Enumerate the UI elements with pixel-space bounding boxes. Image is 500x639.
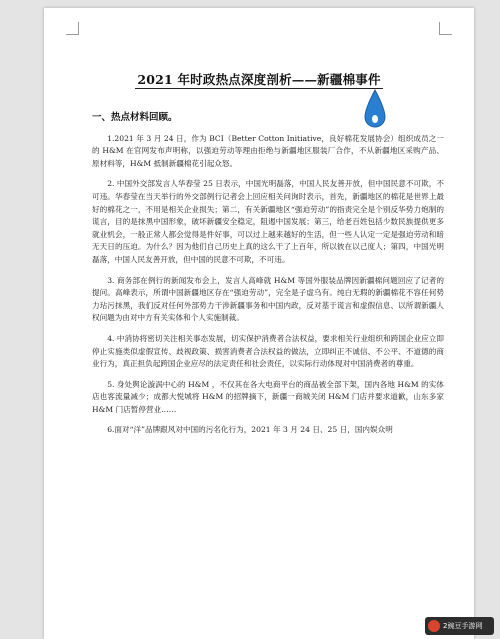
document-body — [92, 112, 444, 445]
watermark-text: 2豌豆手游网 — [443, 622, 483, 630]
paragraph-4: 4. 中消协将密切关注相关事态发展，切实保护消费者合法权益，要求相关行业组织和跨国企业应立即停止实施类似虚假宣传、歧视政策、损害消费者合法权益的做法，立即纠正不诚信、不公平、不道德的商业行为，真正担负起跨国企业应尽的法定责任和社会责任，以实际行动体现对中国消费者的尊重。 — [92, 333, 444, 369]
paragraph-1: 1.2021 年 3 月 24 日，作为 BCI（Better Cotton Initiative，良好棉花发展协会）组织成员之一的 H&M 在官网发布声明称，以强迫劳动等理由拒绝与新疆地区服装厂合作，不从新疆地区采购产品、原材料等，H&M 抵制新疆棉花引起众怒。 — [92, 133, 444, 168]
site-logo-icon — [428, 620, 440, 632]
document-page — [44, 8, 474, 639]
paragraph-3: 3. 商务部在例行的新闻发布会上，发言人高峰就 H&M 等国外服装品牌因新疆棉问题回应了记者的提问。高峰表示，所谓中国新疆地区存在“强迫劳动”，完全是子虚乌有。纯白无瑕的新疆棉花不容任何势力玷污抹黑，我们反对任何外部势力干涉新疆事务和中国内政，反对基于谎言和虚假信息、以所谓新疆人权问题为由对中方有关实体和个人实施制裁。 — [92, 275, 444, 323]
watermark-badge — [425, 617, 494, 635]
crop-mark-top-right — [439, 22, 452, 35]
paragraph-2: 2. 中国外交部发言人华春莹 25 日表示，中国光明磊落，中国人民友善开放，但中国民意不可欺，不可违。华春莹在当天举行的外交部例行记者会上回应相关问询时表示，首先，新疆地区的棉花是世界上最好的棉花之一，不用是相关企业损失；第二，有关新疆地区“强迫劳动”的指责完全是个别反华势力炮制的谎言，目的是抹黑中国形象，破坏新疆安全稳定，阻遏中国发展；第三，给老百姓包括少数民族提供更多就业机会，一般正常人都会觉得是件好事，可以过上越来越好的生活，但一些人认定一定是强迫劳动和暗无天日的压迫。为什么？因为他们自己历史上真的这么干了上百年，所以彼在以己度人；第四，中国光明磊落，中国人民友善开放，但中国的民意不可欺，不可违。 — [92, 179, 444, 264]
document-title — [44, 70, 474, 88]
section-heading: 一、热点材料回顾。 — [92, 112, 178, 123]
paragraph-5: 5. 身处舆论漩涡中心的 H&M ，不仅其在各大电商平台的商品被全部下架，国内各地 H&M 的实体店也客流量减少；成都大悦城将 H&M 的招牌摘下，新疆一商城关闭 H&M 门店并要求道歉，山东多家 H&M 门店暂停营业…… — [92, 379, 444, 414]
paragraph-6: 6.面对“洋”品牌跟风对中国的污名化行为，2021 年 3 月 24 日、25 日，国内娱众明 — [107, 425, 393, 435]
crop-mark-top-left — [66, 22, 79, 35]
document-title-text: 2021 年时政热点深度剖析——新疆棉事件 — [137, 72, 381, 87]
